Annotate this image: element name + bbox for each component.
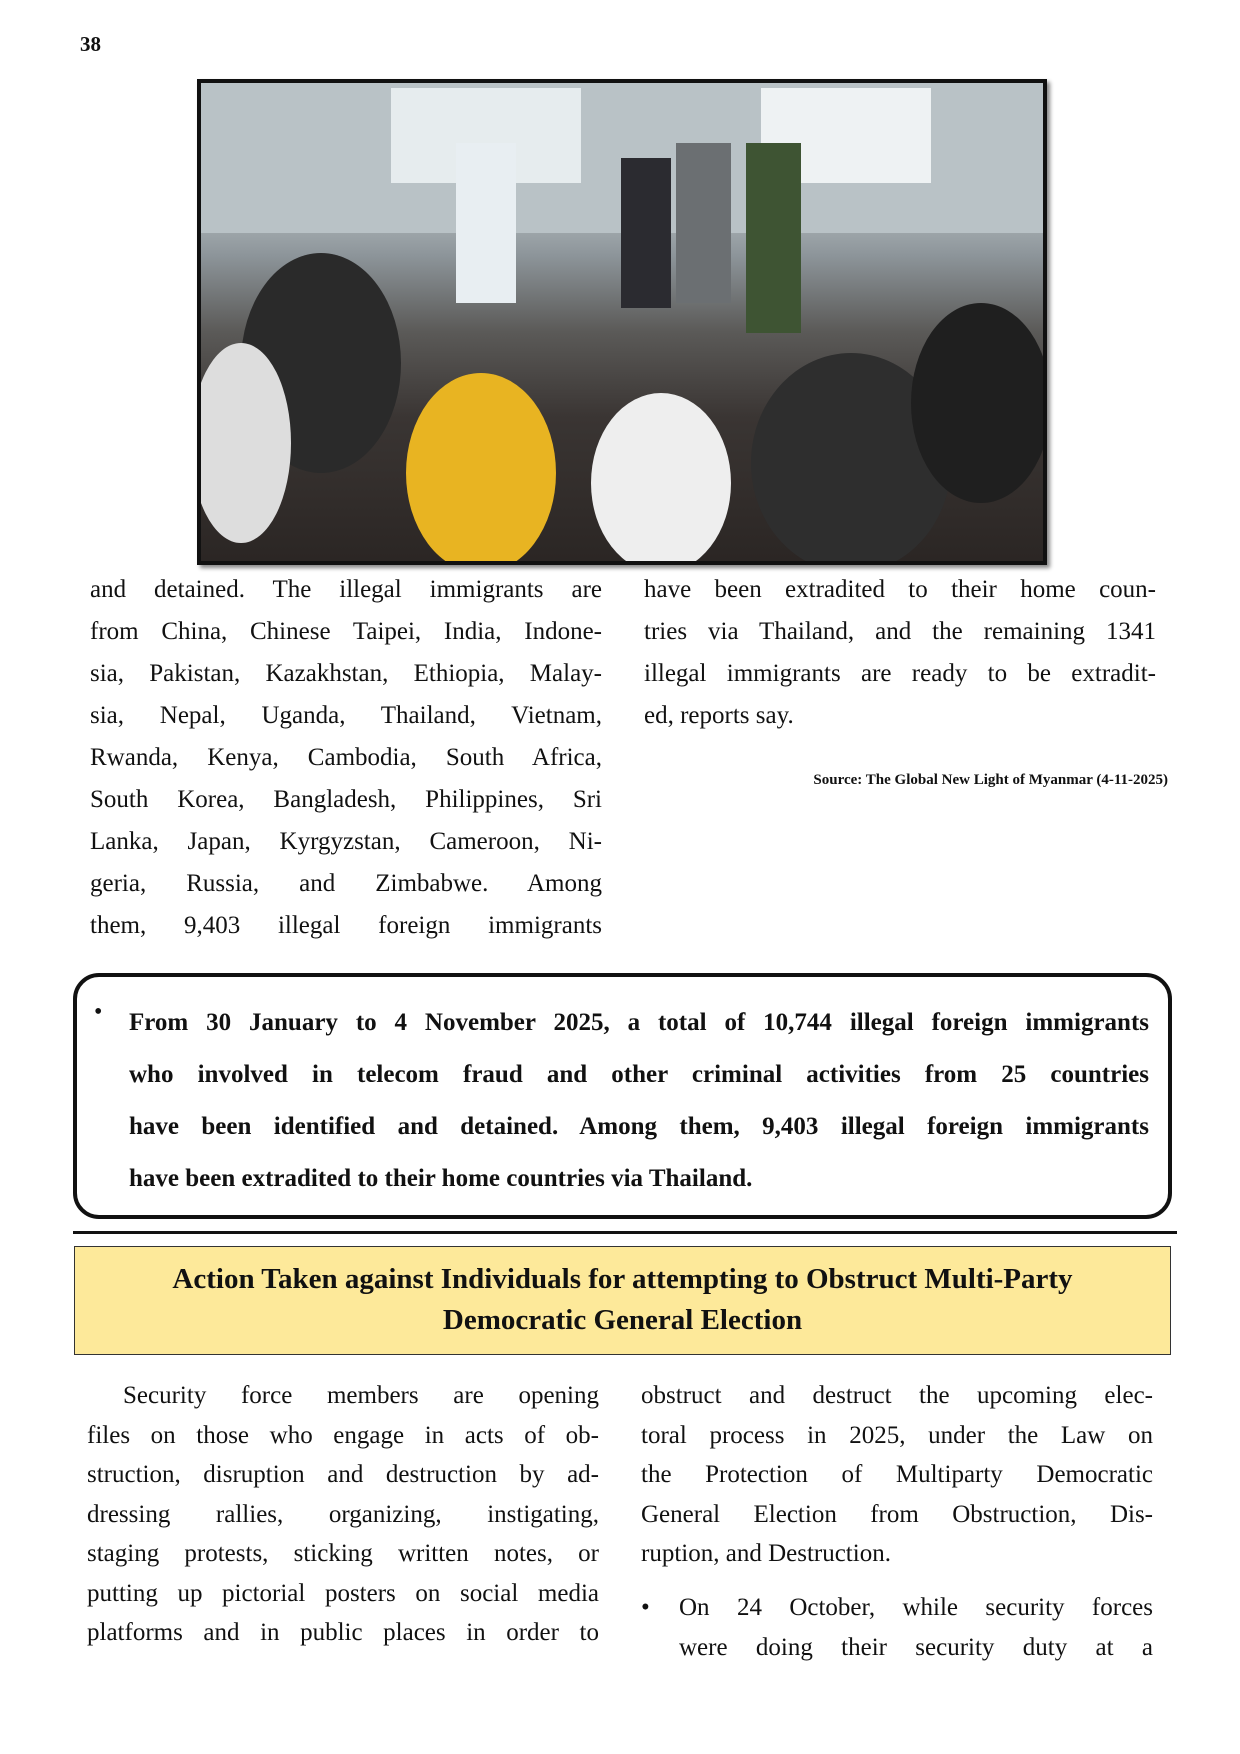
- text-line: Lanka, Japan, Kyrgyzstan, Cameroon, Ni-: [90, 828, 602, 855]
- bullet-text: [679, 1588, 1153, 1667]
- bullet-icon: •: [94, 999, 103, 1025]
- page-number: 38: [80, 32, 101, 56]
- text-line: files on those who engage in acts of ob-: [87, 1421, 599, 1449]
- text-line: who involved in telecom fraud and other criminal activities from 25 countries: [129, 1061, 1149, 1088]
- text-line: sia, Nepal, Uganda, Thailand, Vietnam,: [90, 702, 602, 729]
- text-line: them, 9,403 illegal foreign immigrants: [90, 912, 602, 939]
- text-line: General Election from Obstruction, Dis-: [641, 1500, 1153, 1528]
- text-line: ed, reports say.: [644, 702, 794, 729]
- text-line: have been extradited to their home coun-: [644, 576, 1156, 603]
- section-title-line-2: Democratic General Election: [442, 1304, 803, 1336]
- text-line: On 24 October, while security forces: [679, 1594, 1153, 1621]
- text-line: ruption, and Destruction.: [641, 1540, 891, 1567]
- text-line: Security force members are opening: [123, 1382, 599, 1409]
- highlight-text: [129, 997, 1149, 1205]
- text-line: staging protests, sticking written notes, or: [87, 1540, 599, 1567]
- text-line: and detained. The illegal immigrants are: [90, 576, 602, 603]
- text-line: From 30 January to 4 November 2025, a total of 10,744 illegal foreign immigrants: [129, 1009, 1149, 1036]
- text-line: obstruct and destruct the upcoming elec-: [641, 1382, 1153, 1409]
- photo-image: [201, 83, 1043, 561]
- text-line: have been identified and detained. Among them, 9,403 illegal foreign immigrants: [129, 1113, 1149, 1140]
- text-line: were doing their security duty at a: [679, 1633, 1153, 1661]
- bullet-icon: •: [641, 1594, 650, 1621]
- text-line: South Korea, Bangladesh, Philippines, Sri: [90, 786, 602, 813]
- text-line: geria, Russia, and Zimbabwe. Among: [90, 870, 602, 897]
- source-credit: Source: The Global New Light of Myanmar (4-11-2025): [813, 772, 1168, 788]
- section-title-line-1: Action Taken against Individuals for attempting to Obstruct Multi-Party: [172, 1263, 1073, 1295]
- article-column-1: [90, 569, 602, 947]
- text-line: the Protection of Multiparty Democratic: [641, 1461, 1153, 1488]
- article-column-2: [644, 569, 1156, 737]
- text-line: dressing rallies, organizing, instigating,: [87, 1500, 599, 1528]
- news-photo: [197, 79, 1047, 565]
- text-line: sia, Pakistan, Kazakhstan, Ethiopia, Malay-: [90, 660, 602, 687]
- text-line: illegal immigrants are ready to be extradit-: [644, 660, 1156, 687]
- text-line: tries via Thailand, and the remaining 1341: [644, 618, 1156, 645]
- section-column-1: [87, 1376, 599, 1653]
- section-column-2: [641, 1376, 1153, 1574]
- divider: [73, 1231, 1177, 1234]
- text-line: platforms and in public places in order to: [87, 1619, 599, 1646]
- highlight-box: [73, 973, 1172, 1219]
- text-line: struction, disruption and destruction by ad-: [87, 1461, 599, 1488]
- text-line: from China, Chinese Taipei, India, Indone-: [90, 618, 602, 645]
- text-line: toral process in 2025, under the Law on: [641, 1421, 1153, 1449]
- text-line: have been extradited to their home countries via Thailand.: [129, 1165, 753, 1192]
- text-line: Rwanda, Kenya, Cambodia, South Africa,: [90, 744, 602, 771]
- text-line: putting up pictorial posters on social media: [87, 1579, 599, 1607]
- section-heading: [74, 1246, 1171, 1355]
